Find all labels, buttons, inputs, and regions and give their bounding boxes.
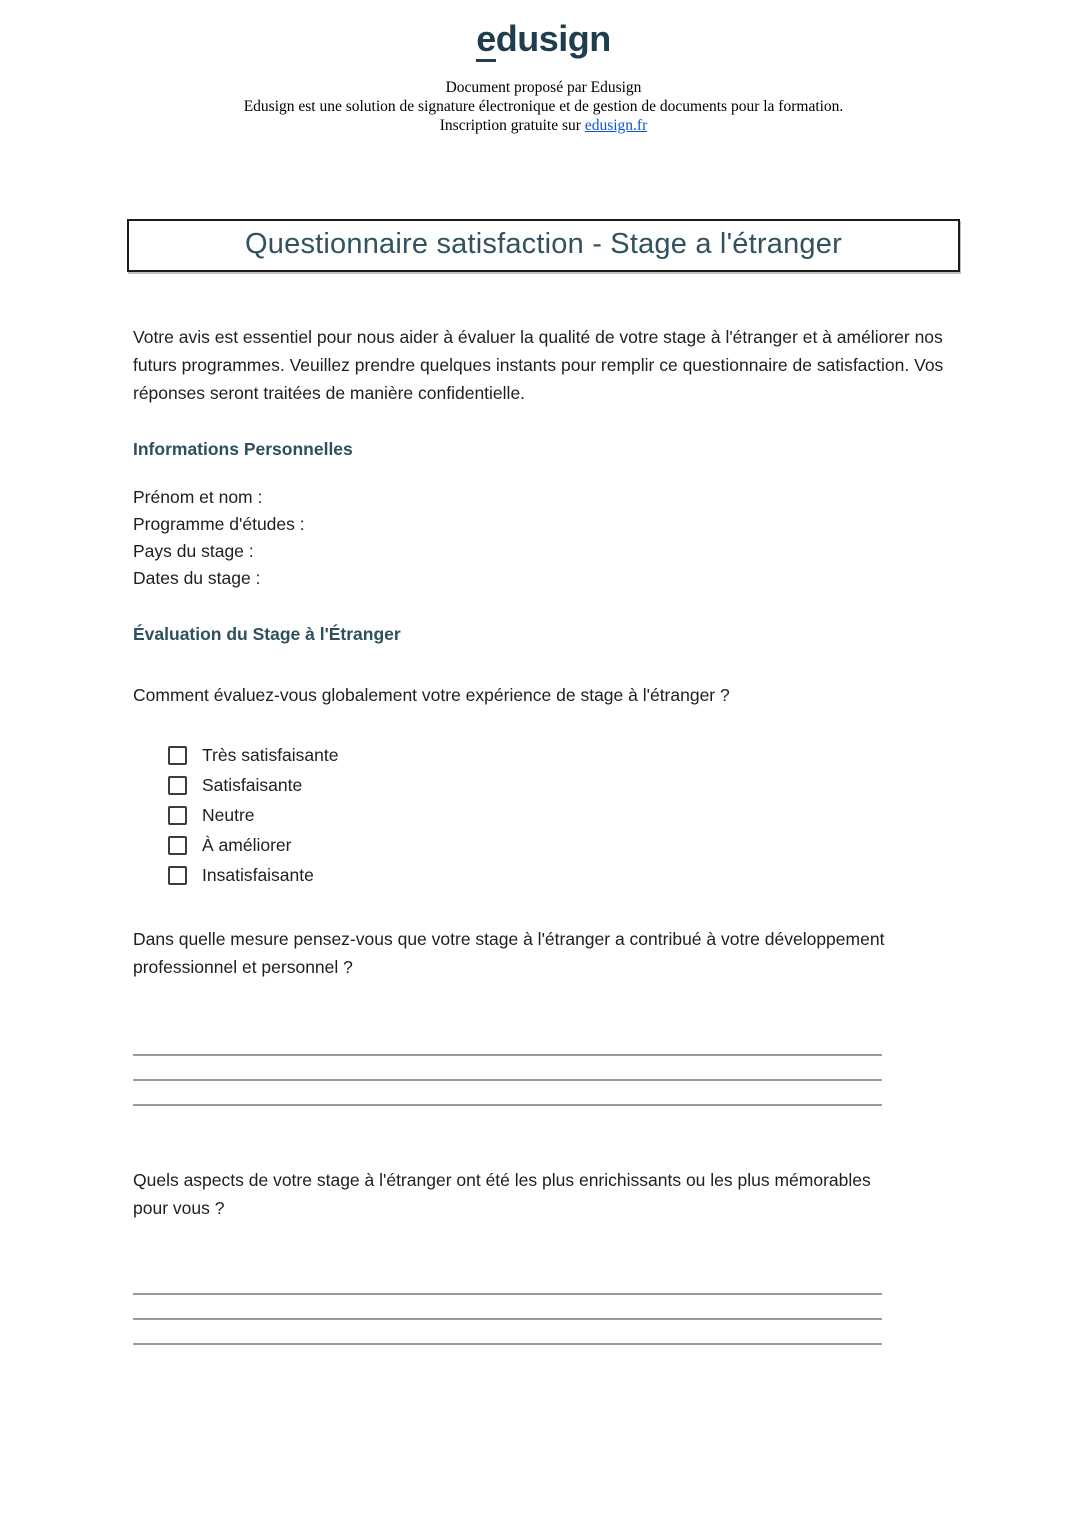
- option-label-a-ameliorer: À améliorer: [202, 835, 292, 856]
- question-contribution-developpement: Dans quelle mesure pensez-vous que votre stage à l'étranger a contribué à votre développement professionnel et personnel ?: [133, 928, 885, 977]
- checkbox-neutre[interactable]: [168, 806, 187, 825]
- checkbox-insatisfaisante[interactable]: [168, 866, 187, 885]
- option-label-insatisfaisante: Insatisfaisante: [202, 865, 314, 886]
- checkbox-tres-satisfaisante[interactable]: [168, 746, 187, 765]
- document-header: [0, 78, 1087, 135]
- answer-line[interactable]: [133, 1320, 882, 1345]
- option-row-tres-satisfaisante: [168, 741, 957, 771]
- header-line-3-text: Inscription gratuite sur: [439, 116, 585, 134]
- checkbox-satisfaisante[interactable]: [168, 776, 187, 795]
- option-row-a-ameliorer: [168, 831, 957, 861]
- document-body: [0, 323, 1087, 1345]
- header-line-3: [0, 116, 1087, 135]
- logo-container: [0, 0, 1087, 62]
- option-row-insatisfaisante: [168, 861, 957, 891]
- answer-area-developpement: [133, 1031, 882, 1106]
- section-heading-informations-personnelles: Informations Personnelles: [133, 438, 353, 459]
- answer-line[interactable]: [133, 1081, 882, 1106]
- edusign-logo-rest: dusign: [495, 18, 611, 59]
- header-line-1: Document proposé par Edusign: [445, 78, 642, 96]
- edusign-logo: [476, 18, 611, 62]
- edusign-link[interactable]: edusign.fr: [584, 116, 648, 134]
- answer-area-aspects: [133, 1270, 882, 1345]
- page-title: Questionnaire satisfaction - Stage a l'étranger: [245, 227, 842, 260]
- personal-fields: [133, 484, 957, 592]
- option-label-neutre: Neutre: [202, 805, 255, 826]
- satisfaction-options: [168, 741, 957, 891]
- intro-paragraph: Votre avis est essentiel pour nous aider à évaluer la qualité de votre stage à l'étranger et à améliorer nos futurs programmes. Veuillez prendre quelques instants pour remplir ce questionnaire de satisfaction. Vos réponses seront traitées de manière confidentielle.: [133, 326, 944, 403]
- option-label-satisfaisante: Satisfaisante: [202, 775, 303, 796]
- option-label-tres-satisfaisante: Très satisfaisante: [202, 745, 339, 766]
- edusign-logo-underlined-e: e: [476, 20, 496, 62]
- field-label-dates-stage[interactable]: Dates du stage :: [133, 567, 261, 588]
- answer-line[interactable]: [133, 1056, 882, 1081]
- question-aspects-enrichissants: Quels aspects de votre stage à l'étranger ont été les plus enrichissants ou les plus mémorables pour vous ?: [133, 1169, 871, 1218]
- option-row-satisfaisante: [168, 771, 957, 801]
- answer-line[interactable]: [133, 1270, 882, 1295]
- question-experience-globale: Comment évaluez-vous globalement votre expérience de stage à l'étranger ?: [133, 684, 730, 705]
- field-label-pays-stage[interactable]: Pays du stage :: [133, 540, 254, 561]
- title-box: [127, 219, 960, 272]
- field-label-prenom-nom[interactable]: Prénom et nom :: [133, 486, 263, 507]
- option-row-neutre: [168, 801, 957, 831]
- field-label-programme-etudes[interactable]: Programme d'études :: [133, 513, 305, 534]
- answer-line[interactable]: [133, 1031, 882, 1056]
- checkbox-a-ameliorer[interactable]: [168, 836, 187, 855]
- answer-line[interactable]: [133, 1295, 882, 1320]
- section-heading-evaluation-stage: Évaluation du Stage à l'Étranger: [133, 623, 401, 644]
- header-line-2: Edusign est une solution de signature électronique et de gestion de documents pour la formation.: [243, 97, 844, 115]
